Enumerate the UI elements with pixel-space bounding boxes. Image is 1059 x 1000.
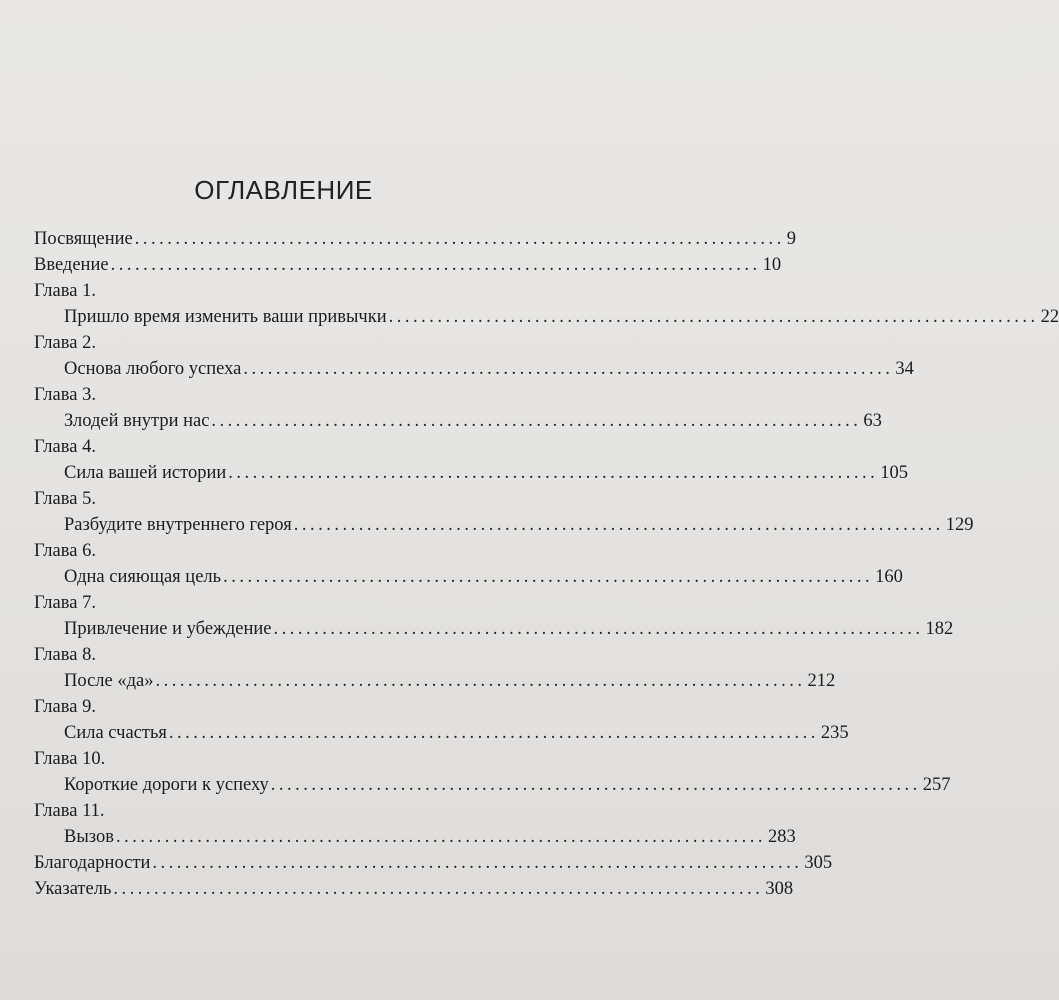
entry-page-number: 182: [925, 619, 954, 639]
dot-leader: ................................................................................: [228, 463, 879, 483]
toc-entry-line: [34, 876, 794, 902]
toc-entry-line: [64, 356, 914, 382]
toc-entry: [0, 772, 951, 798]
toc-entry: [0, 850, 833, 876]
entry-page-number: 308: [765, 879, 794, 899]
entry-page-number: 22: [1040, 307, 1059, 327]
toc-entry: [0, 564, 903, 590]
dot-leader: ................................................................................: [388, 307, 1039, 327]
toc-entry: [0, 616, 954, 642]
entry-title: Злодей внутри нас: [64, 411, 210, 431]
entry-page-number: 305: [804, 853, 833, 873]
entry-page-number: 63: [863, 411, 882, 431]
toc-entry: [0, 460, 908, 486]
entry-title: Сила счастья: [64, 723, 167, 743]
toc-chapter-heading: [0, 278, 567, 304]
entry-title: Пришло время изменить ваши привычки: [64, 307, 387, 327]
toc-entry-line: [64, 824, 796, 850]
chapter-heading-label: Глава 6.: [34, 541, 96, 561]
toc-entry-line: [64, 772, 951, 798]
toc-entry: [0, 824, 796, 850]
toc-entry-line: [64, 460, 908, 486]
entry-title: Разбудите внутреннего героя: [64, 515, 292, 535]
toc-entry-line: [34, 226, 797, 252]
entry-title: Вызов: [64, 827, 114, 847]
toc-entry: [0, 512, 974, 538]
entry-page-number: 34: [895, 359, 914, 379]
toc-entry: [0, 356, 914, 382]
dot-leader: ................................................................................: [155, 671, 806, 691]
table-of-contents: [0, 226, 1059, 902]
toc-chapter-heading: [0, 486, 567, 512]
toc-entry: [0, 408, 882, 434]
toc-entry-line: [64, 304, 1059, 330]
page-title: ОГЛАВЛЕНИЕ: [194, 175, 373, 205]
toc-chapter-heading: [0, 382, 567, 408]
toc-chapter-heading: [0, 694, 567, 720]
chapter-heading-label: Глава 9.: [34, 697, 96, 717]
entry-page-number: 283: [767, 827, 796, 847]
entry-title: Основа любого успеха: [64, 359, 242, 379]
toc-chapter-heading: [0, 330, 567, 356]
toc-entry-line: [64, 408, 882, 434]
toc-entry: [0, 252, 782, 278]
chapter-heading-label: Глава 1.: [34, 281, 96, 301]
toc-entry: [0, 226, 797, 252]
entry-page-number: 9: [786, 229, 797, 249]
dot-leader: ................................................................................: [211, 411, 862, 431]
entry-title: После «да»: [64, 671, 154, 691]
entry-page-number: 10: [762, 255, 782, 275]
entry-title: Сила вашей истории: [64, 463, 227, 483]
toc-entry-line: [34, 252, 782, 278]
toc-chapter-heading: [0, 798, 567, 824]
toc-entry: [0, 668, 836, 694]
entry-page-number: 105: [880, 463, 908, 483]
toc-entry: [0, 876, 794, 902]
dot-leader: ................................................................................: [168, 723, 819, 743]
entry-title: Благодарности: [34, 853, 151, 873]
entry-page-number: 129: [945, 515, 974, 535]
chapter-heading-label: Глава 4.: [34, 437, 96, 457]
dot-leader: ................................................................................: [270, 775, 921, 795]
entry-page-number: 235: [820, 723, 849, 743]
toc-chapter-heading: [0, 590, 567, 616]
toc-entry: [0, 720, 849, 746]
entry-title: Одна сияющая цель: [64, 567, 222, 587]
toc-entry-line: [64, 564, 903, 590]
entry-page-number: 160: [875, 567, 903, 587]
toc-chapter-heading: [0, 746, 567, 772]
dot-leader: ................................................................................: [293, 515, 944, 535]
dot-leader: ................................................................................: [152, 853, 803, 873]
entry-title: Короткие дороги к успеху: [64, 775, 269, 795]
entry-title: Привлечение и убеждение: [64, 619, 272, 639]
dot-leader: ................................................................................: [273, 619, 924, 639]
dot-leader: ................................................................................: [134, 229, 785, 249]
entry-title: Посвящение: [34, 229, 133, 249]
chapter-heading-label: Глава 7.: [34, 593, 96, 613]
entry-title: Введение: [34, 255, 109, 275]
entry-page-number: 257: [922, 775, 951, 795]
toc-entry-line: [64, 668, 836, 694]
chapter-heading-label: Глава 5.: [34, 489, 96, 509]
toc-chapter-heading: [0, 434, 567, 460]
chapter-heading-label: Глава 2.: [34, 333, 96, 353]
toc-entry-line: [64, 616, 954, 642]
dot-leader: ................................................................................: [223, 567, 874, 587]
dot-leader: ................................................................................: [243, 359, 894, 379]
toc-entry-line: [34, 850, 833, 876]
toc-entry-line: [64, 512, 974, 538]
chapter-heading-label: Глава 10.: [34, 749, 106, 769]
entry-title: Указатель: [34, 879, 112, 899]
dot-leader: ................................................................................: [110, 255, 761, 275]
dot-leader: ................................................................................: [115, 827, 766, 847]
chapter-heading-label: Глава 3.: [34, 385, 96, 405]
toc-chapter-heading: [0, 538, 567, 564]
toc-entry: [0, 304, 1059, 330]
toc-entry-line: [64, 720, 849, 746]
entry-page-number: 212: [807, 671, 836, 691]
toc-chapter-heading: [0, 642, 567, 668]
chapter-heading-label: Глава 11.: [34, 801, 105, 821]
dot-leader: ................................................................................: [113, 879, 764, 899]
chapter-heading-label: Глава 8.: [34, 645, 96, 665]
